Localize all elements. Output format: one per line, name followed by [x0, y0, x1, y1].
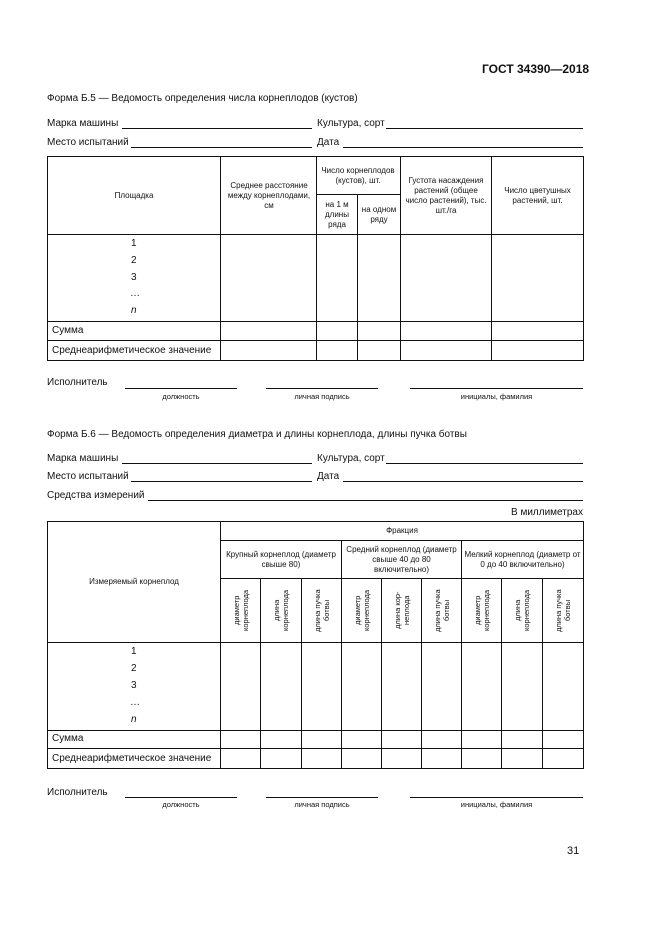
- form5-name-field[interactable]: [410, 388, 583, 389]
- form5-col-count-per-row: на одном ряду: [361, 204, 397, 224]
- form5-row-2: 2: [131, 255, 137, 266]
- form6-place-label: Место испытаний: [47, 471, 129, 482]
- form5-col-avg-distance: Среднее расстояние между корнеплодами, см: [227, 180, 311, 210]
- document-code: ГОСТ 34390—2018: [482, 62, 590, 76]
- form6-sub-large-tops: длина пучка ботвы: [312, 589, 331, 632]
- form5-row-1: 1: [131, 238, 137, 249]
- form5-place-field[interactable]: [131, 147, 312, 148]
- form6-signature-field[interactable]: [266, 797, 378, 798]
- form5-col-count: Число корнеплодов (кустов), шт.: [321, 165, 395, 185]
- form6-sig-position: должность: [162, 800, 200, 809]
- form5-row-n: n: [131, 305, 137, 316]
- form6-col-measured: Измеряемый корнеплод: [89, 577, 179, 586]
- form6-sig-name: инициалы, фамилия: [460, 800, 533, 809]
- page-number: 31: [567, 845, 580, 857]
- form6-group-small: Мелкий корнеплод (диаметр от 0 до 40 включительно): [464, 549, 581, 569]
- form5-executor-label: Исполнитель: [47, 377, 108, 388]
- form5-machine-label: Марка машины: [47, 118, 119, 129]
- form6-sub-small-tops: длина пучка ботвы: [554, 589, 572, 632]
- form6-executor-label: Исполнитель: [47, 787, 108, 798]
- form6-units: В миллиметрах: [511, 507, 583, 518]
- form6-col-fraction: Фракция: [386, 526, 418, 535]
- form5-date-label: Дата: [317, 137, 340, 148]
- form6-machine-field[interactable]: [122, 463, 312, 464]
- form6-sub-large-length: длина корнеплода: [272, 589, 290, 632]
- form5-col-site: Площадка: [114, 190, 154, 200]
- form6-sub-medium-tops: длина пучка ботвы: [432, 589, 451, 632]
- form5-signature-field[interactable]: [266, 388, 378, 389]
- form5-sig-signature: личная подпись: [294, 392, 350, 401]
- form6-row-n: n: [131, 714, 137, 725]
- form5-row-3: 3: [131, 272, 137, 283]
- form5-row-mean: Среднеарифметическое значение: [52, 345, 212, 356]
- form5-place-label: Место испытаний: [47, 137, 129, 148]
- form6-date-field[interactable]: [343, 481, 583, 482]
- form6-sub-medium-length: длина кор-неплода: [392, 591, 411, 630]
- form5-culture-label: Культура, сорт: [317, 118, 385, 129]
- form6-machine-label: Марка машины: [47, 453, 119, 464]
- form5-date-field[interactable]: [343, 147, 583, 148]
- form6-date-label: Дата: [317, 471, 340, 482]
- form6-instruments-field[interactable]: [148, 500, 583, 501]
- form6-row-2: 2: [131, 663, 137, 674]
- form6-instruments-label: Средства измерений: [47, 490, 145, 501]
- form6-row-ellipsis: …: [130, 697, 140, 708]
- form6-sub-small-length: длина корнеплода: [513, 589, 531, 632]
- form6-sub-large-diameter: диаметр корнеплода: [231, 589, 250, 632]
- form6-group-medium: Средний корнеплод (диаметр свыше 40 до 80 включительно): [346, 544, 457, 574]
- form6-title: Форма Б.6 — Ведомость определения диаметра и длины корнеплода, длины пучка ботвы: [47, 429, 467, 440]
- form6-position-field[interactable]: [125, 797, 237, 798]
- form6-row-mean: Среднеарифметическое значение: [52, 753, 212, 764]
- form5-culture-field[interactable]: [386, 128, 583, 129]
- form5-sig-name: инициалы, фамилия: [460, 392, 533, 401]
- form6-place-field[interactable]: [131, 481, 312, 482]
- form5-col-count-per-meter: на 1 м длины ряда: [325, 199, 349, 229]
- form6-row-1: 1: [131, 646, 137, 657]
- form5-position-field[interactable]: [125, 388, 237, 389]
- form6-row-sum: Сумма: [52, 733, 84, 744]
- form6-culture-label: Культура, сорт: [317, 453, 385, 464]
- form5-col-density: Густота насаждения растений (общее число растений), тыс. шт./га: [405, 175, 487, 215]
- form5-row-ellipsis: …: [130, 288, 140, 299]
- form5-title: Форма Б.5 — Ведомость определения числа корнеплодов (кустов): [47, 93, 358, 104]
- form5-col-flowering: Число цветушных растений, шт.: [504, 185, 571, 205]
- form6-sub-medium-diameter: диаметр корнеплода: [352, 589, 371, 632]
- form6-row-3: 3: [131, 680, 137, 691]
- form6-sub-small-diameter: диаметр корнеплода: [472, 589, 491, 632]
- form6-sig-signature: личная подпись: [294, 800, 350, 809]
- form5-machine-field[interactable]: [122, 128, 312, 129]
- form6-name-field[interactable]: [410, 797, 583, 798]
- form5-row-sum: Сумма: [52, 325, 84, 336]
- form5-sig-position: должность: [162, 392, 200, 401]
- form6-culture-field[interactable]: [386, 463, 583, 464]
- form6-group-large: Крупный корнеплод (диаметр свыше 80): [226, 549, 336, 569]
